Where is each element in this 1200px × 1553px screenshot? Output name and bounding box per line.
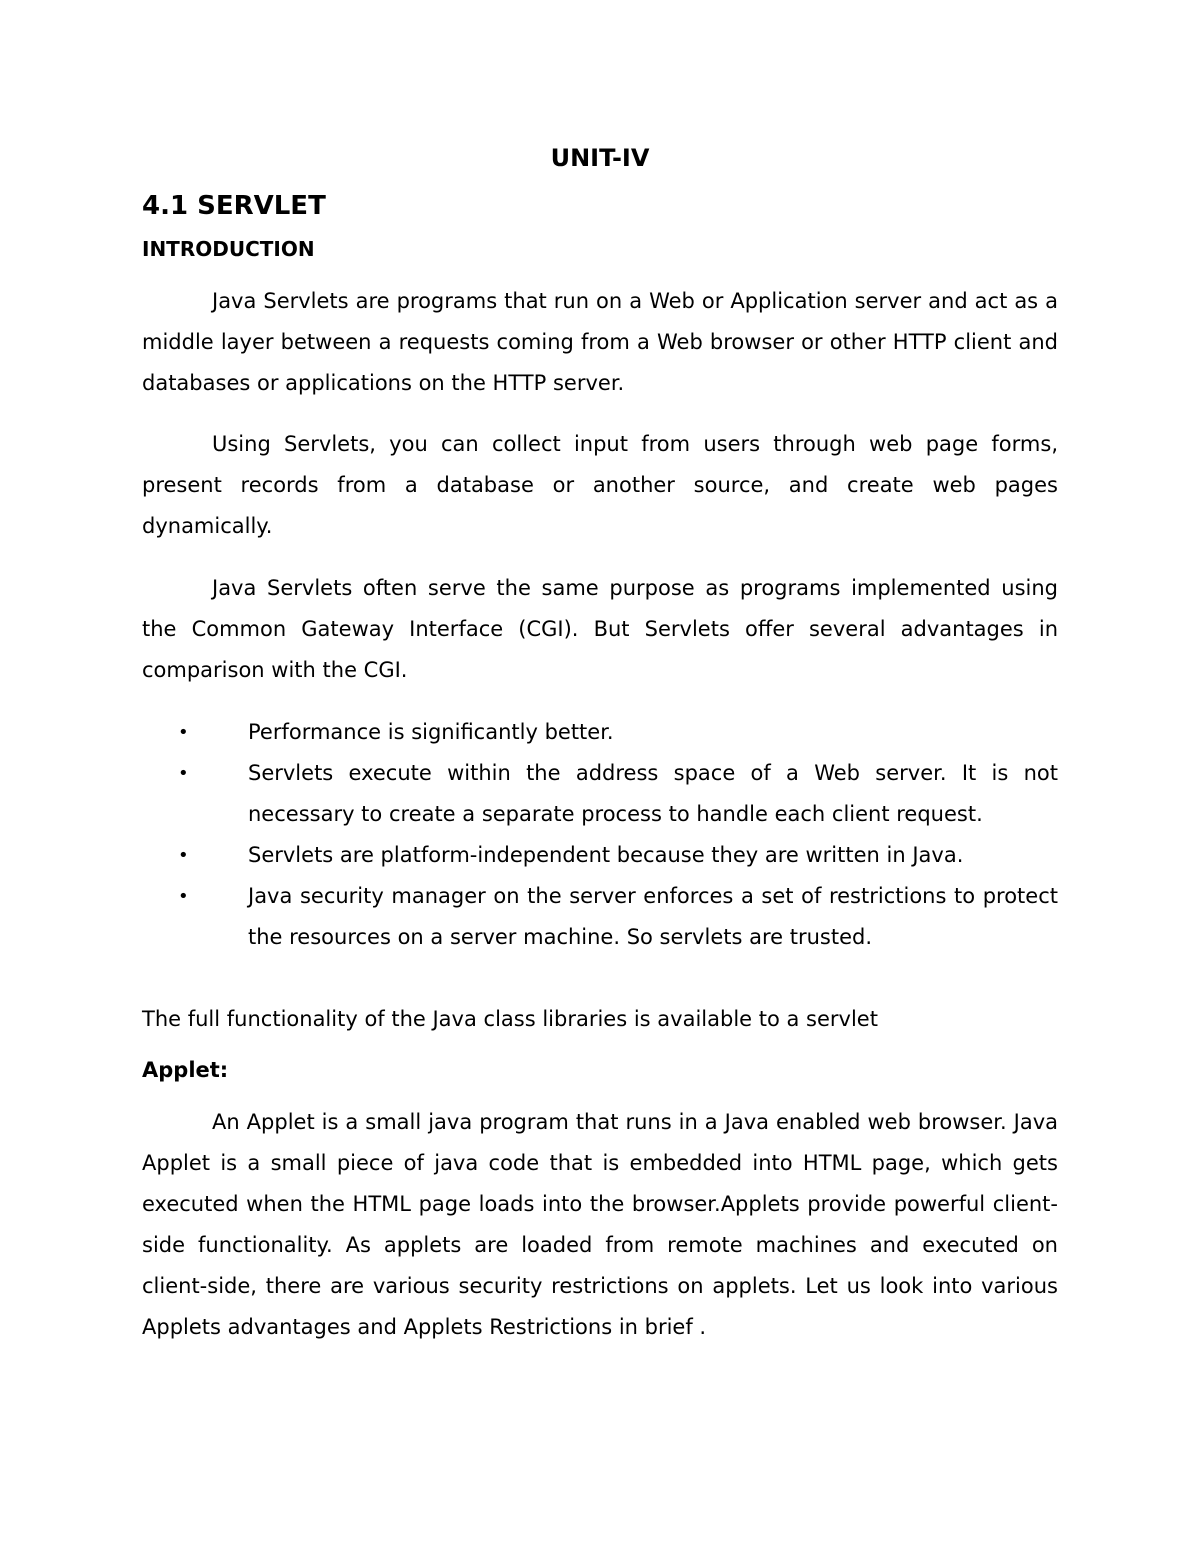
closing-line: The full functionality of the Java class libraries is available to a servlet <box>142 1007 878 1031</box>
bullet-icon: • <box>178 763 189 784</box>
paragraph-servlet-definition: Java Servlets are programs that run on a Web or Application server and act as a middle layer between a requests coming from a Web browser or other HTTP client and databases or applications on the HTTP server. <box>142 289 1058 395</box>
list-item <box>142 712 1058 753</box>
paragraph-applet: An Applet is a small java program that runs in a Java enabled web browser. Java Applet is a small piece of java code that is embedded into HTML page, which gets executed when the HTML page loads into the browser.Applets provide powerful client-side functionality. As applets are loaded from remote machines and executed on client-side, there are various security restrictions on applets. Let us look into various Applets advantages and Applets Restrictions in brief . <box>142 1110 1058 1339</box>
section-title: 4.1 SERVLET <box>142 191 326 221</box>
applet-heading: Applet: <box>142 1058 229 1082</box>
advantages-list <box>142 712 1058 958</box>
paragraph-servlet-usage: Using Servlets, you can collect input from users through web page forms, present records from a database or another source, and create web pages dynamically. <box>142 432 1058 538</box>
list-item-text: Performance is significantly better. <box>248 720 614 744</box>
unit-title: UNIT-IV <box>550 144 650 172</box>
list-item-text: Java security manager on the server enforces a set of restrictions to protect the resources on a server machine. So servlets are trusted. <box>248 884 1058 949</box>
paragraph-servlet-vs-cgi: Java Servlets often serve the same purpose as programs implemented using the Common Gateway Interface (CGI). But Servlets offer several advantages in comparison with the CGI. <box>142 576 1058 682</box>
bullet-icon: • <box>178 722 189 743</box>
list-item <box>142 876 1058 958</box>
list-item-text: Servlets execute within the address space of a Web server. It is not necessary to create a separate process to handle each client request. <box>248 761 1058 826</box>
bullet-icon: • <box>178 886 189 907</box>
list-item <box>142 753 1058 835</box>
bullet-icon: • <box>178 845 189 866</box>
intro-heading: INTRODUCTION <box>142 237 315 261</box>
list-item <box>142 835 1058 876</box>
list-item-text: Servlets are platform-independent because they are written in Java. <box>248 843 964 867</box>
